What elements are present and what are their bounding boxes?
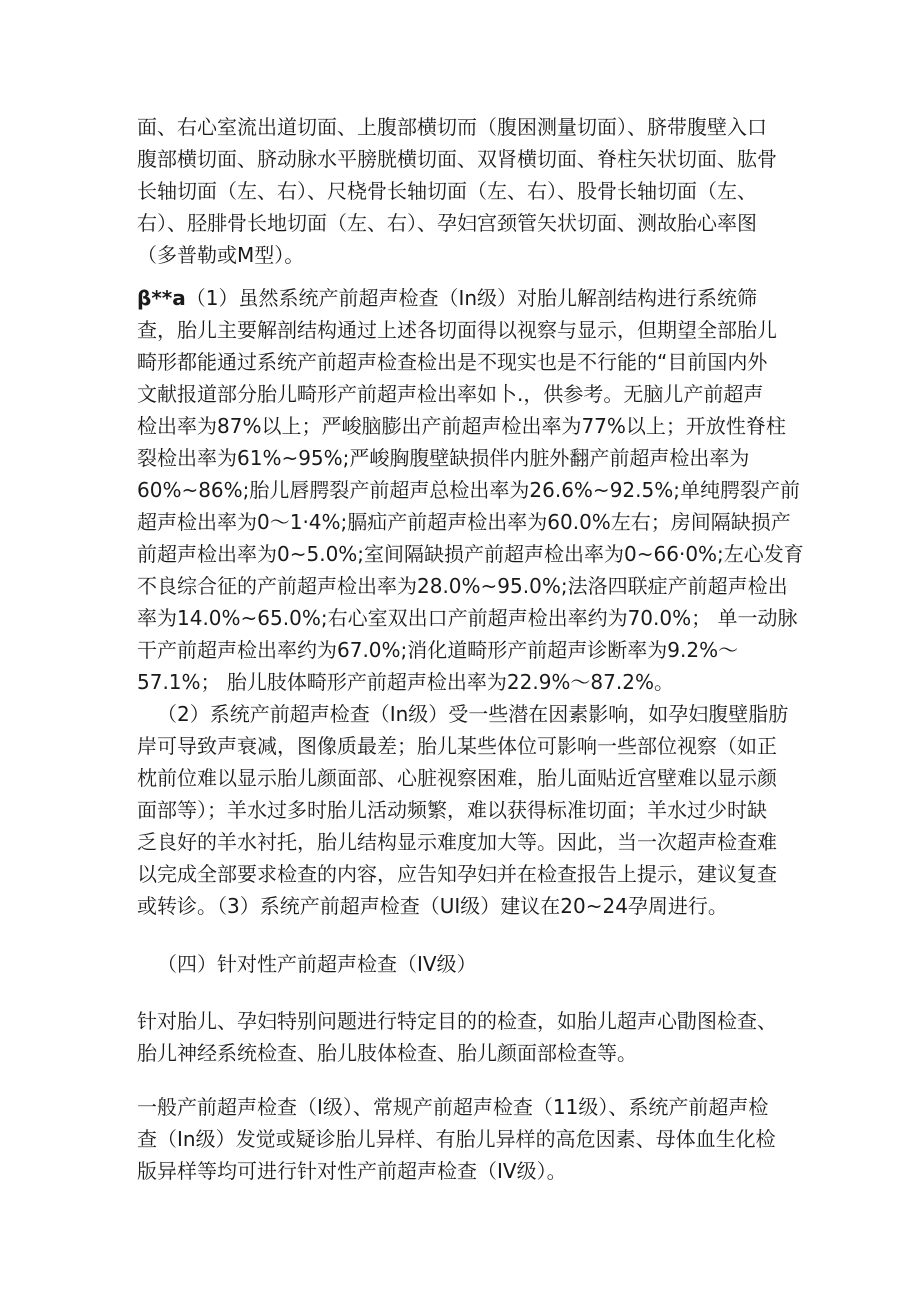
paragraph-lead: β**a [137,286,186,310]
paragraph-line: 以完成全部要求检查的内容，应告知孕妇并在检查报告上提示，建议复查 [137,862,777,886]
paragraph-line: 查（In级）发觉或疑诊胎儿异样、有胎儿异样的高危因素、母体血生化检 [137,1127,776,1151]
section-heading: （四）针对性产前超声检查（IV级） [157,952,477,976]
paragraph-line: 文献报道部分胎儿畸形产前超声检出率如卜.，供参考。无脑儿产前超声 [137,382,764,406]
paragraph-line: 胎儿神经系统检查、胎儿肢体检查、胎儿颜面部检查等。 [137,1041,637,1065]
paragraph-line: 57.1%； 胎儿肢体畸形产前超声检出率为22.9%～87.2%。 [137,670,674,694]
paragraph-line: 面部等）；羊水过多时胎儿活动频繁，难以获得标准切面；羊水过少时缺 [137,798,767,822]
paragraph-line: 一般产前超声检查（I级）、常规产前超声检查（11级）、系统产前超声检 [137,1095,769,1119]
paragraph-line-text: （1）虽然系统产前超声检查（In级）对胎儿解剖结构进行系统筛 [185,286,758,310]
paragraph-line: 裂检出率为61%~95%;严峻胸腹壁缺损伴内脏外翻产前超声检出率为 [137,446,750,470]
paragraph-line: 腹部横切面、脐动脉水平膀胱横切面、双肾横切面、脊柱矢状切面、肱骨 [137,147,777,171]
paragraph-line [137,282,797,314]
paragraph-line: 面、右心室流出道切面、上腹部横切而（腹困测量切面）、脐带腹壁入口 [137,115,767,139]
paragraph-line: 60%~86%;胎儿唇腭裂产前超声总检出率为26.6%~92.5%;单纯腭裂产前 [137,478,800,502]
paragraph-line: 乏良好的羊水衬托，胎儿结构显示难度加大等。因此，当一次超声检查难 [137,830,777,854]
paragraph-line: 版异样等均可进行针对性产前超声检查（IV级）。 [137,1159,567,1183]
paragraph-line: 超声检出率为0～1·4%;膈疝产前超声检出率为60.0%左右；房间隔缺损产 [137,510,791,534]
paragraph-line: 针对胎儿、孕妇特别问题进行特定目的的检查，如胎儿超声心勖图检查、 [137,1009,777,1033]
paragraph-line: （2）系统产前超声检查（In级）受一些潜在因素影响，如孕妇腹壁脂肪 [157,702,789,726]
paragraph-line: 枕前位难以显示胎儿颜面部、心脏视察困难，胎儿面贴近宫壁难以显示颜 [137,766,777,790]
paragraph-line: 或转诊。（3）系统产前超声检查（UI级）建议在20~24孕周进行。 [137,894,728,918]
paragraph-line: 长轴切面（左、右）、尺桡骨长轴切面（左、右）、股骨长轴切面（左、 [137,179,757,203]
paragraph-line: 率为14.0%~65.0%;右心室双出口产前超声检出率约为70.0%； 单一动脉 [137,606,798,630]
paragraph-line: 检出率为87%以上；严峻脑膨出产前超声检出率为77%以上；开放性脊柱 [137,414,786,438]
paragraph-line: 查，胎儿主要解剖结构通过上述各切面得以视察与显示，但期望全部胎儿 [137,318,777,342]
paragraph-line: 不良综合征的产前超声检出率为28.0%~95.0%;法洛四联症产前超声检出 [137,574,788,598]
paragraph-line: 右）、胫腓骨长地切面（左、右）、孕妇宫颈管矢状切面、测故胎心率图 [137,211,757,235]
paragraph-line: 畸形都能通过系统产前超声检查检出是不现实也是不行能的“目前国内外 [137,350,768,374]
paragraph-line: 干产前超声检出率约为67.0%;消化道畸形产前超声诊断率为9.2%～ [137,638,739,662]
paragraph-line: 前超声检出率为0~5.0%;室间隔缺损产前超声检出率为0~66·0%;左心发育 [137,542,804,566]
paragraph-line: （多普勒或M型）。 [137,243,305,267]
paragraph-line: 岸可导致声衰减，图像质最差；胎儿某些体位可影响一些部位视察（如正 [137,734,777,758]
